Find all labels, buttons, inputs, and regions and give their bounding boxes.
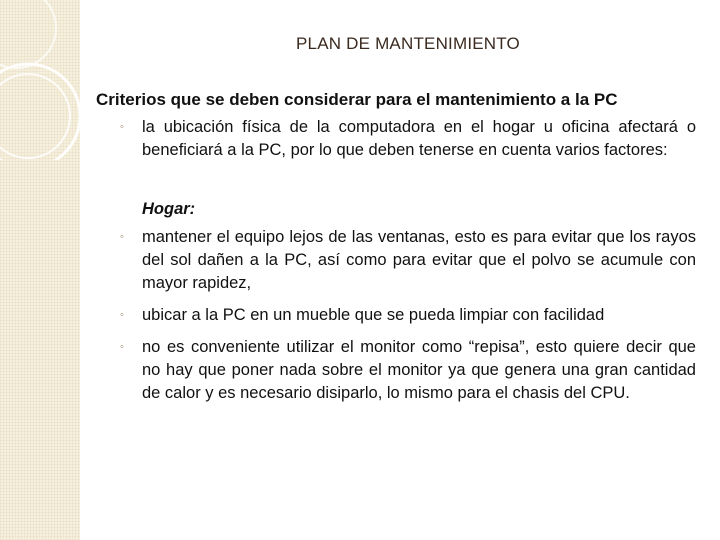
- bullet-icon: ◦: [120, 309, 124, 321]
- bullet-icon: ◦: [120, 121, 124, 133]
- subheading-hogar: Hogar:: [142, 200, 196, 218]
- list-item-text: no es conveniente utilizar el monitor como “repisa”, esto quiere decir que no hay que poner nada sobre el monitor ya que genera una gran cantidad de calor y es necesario disiparlo, lo mismo para el chasis del CPU.: [142, 338, 696, 402]
- list-item-text: ubicar a la PC en un mueble que se pueda limpiar con facilidad: [142, 306, 605, 324]
- slide-title: PLAN DE MANTENIMIENTO: [296, 34, 520, 53]
- slide-content: [96, 88, 696, 405]
- list-item: [96, 304, 696, 327]
- section-heading: Criterios que se deben considerar para el mantenimiento a la PC: [96, 90, 618, 109]
- list-item: [96, 336, 696, 405]
- list-item-text: mantener el equipo lejos de las ventanas, esto es para evitar que los rayos del sol dañen a la PC, así como para evitar que el polvo se acumule con mayor rapidez,: [142, 228, 696, 292]
- list-item-intro: [96, 116, 696, 162]
- bullet-icon: ◦: [120, 231, 124, 243]
- bullet-icon: ◦: [120, 341, 124, 353]
- list-item: [96, 226, 696, 295]
- list-item-text: la ubicación física de la computadora en el hogar u oficina afectará o beneficiará a la PC, por lo que deben tenerse en cuenta varios factores:: [142, 118, 696, 159]
